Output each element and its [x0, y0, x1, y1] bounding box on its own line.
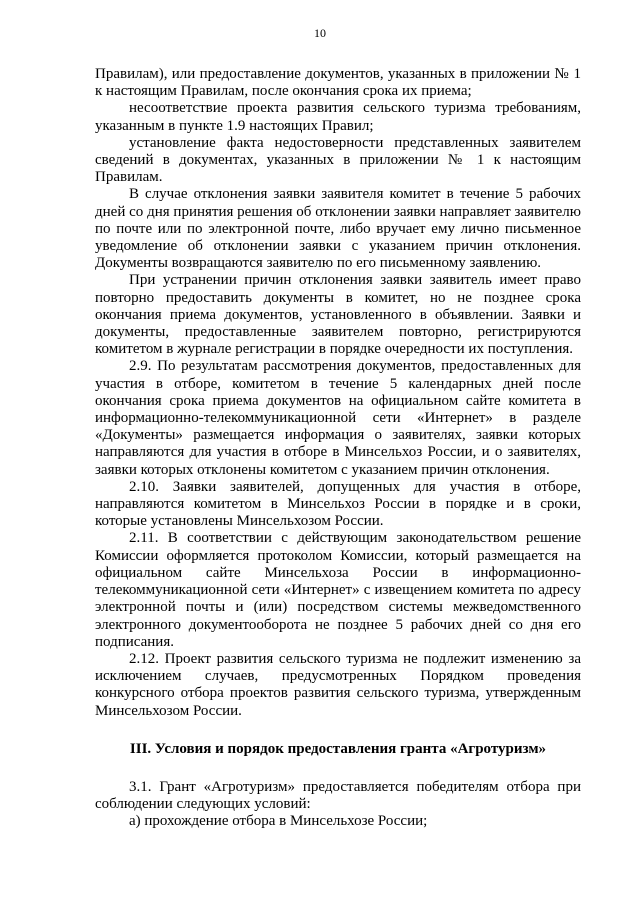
paragraphs-after-heading — [95, 779, 581, 831]
paragraph: 2.10. Заявки заявителей, допущенных для участия в отборе, направляются комитетом в Минсельхоз России в порядке и в сроки, которые установлены Минсельхозом России. — [95, 478, 581, 530]
paragraph: В случае отклонения заявки заявителя комитет в течение 5 рабочих дней со дня принятия решения об отклонении заявки направляет заявителю по почте или по электронной почте, либо вручает ему лично письменное уведомление об отклонении заявки с указанием причин отклонения. Документы возвращаются заявителю по его письменному заявлению. — [95, 186, 581, 272]
paragraph: При устранении причин отклонения заявки заявитель имеет право повторно предоставить документы в комитет, но не позднее срока окончания приема документов, установленного в объявлении. Заявки и документы, предоставленные заявителем повторно, регистрируются комитетом в журнале регистрации в порядке очередности их поступления. — [95, 272, 581, 358]
paragraph: 2.11. В соответствии с действующим законодательством решение Комиссии оформляется протоколом Комиссии, который размещается на официальном сайте Минсельхоза России в информационно-телекоммуникационной сети «Интернет» с извещением комитета по адресу электронной почты и (или) посредством системы межведомственного электронного документооборота не позднее 5 рабочих дней со дня его подписания. — [95, 530, 581, 650]
paragraph: Правилам), или предоставление документов, указанных в приложении № 1 к настоящим Правилам, после окончания срока их приема; — [95, 66, 581, 100]
paragraphs-before-heading — [95, 66, 581, 720]
paragraph: несоответствие проекта развития сельского туризма требованиям, указанным в пункте 1.9 настоящих Правил; — [95, 100, 581, 134]
paragraph: 2.12. Проект развития сельского туризма не подлежит изменению за исключением случаев, предусмотренных Порядком проведения конкурсного отбора проектов развития сельского туризма, утвержденным Минсельхозом России. — [95, 650, 581, 719]
paragraph: 2.9. По результатам рассмотрения документов, предоставленных для участия в отборе, комитетом в течение 5 календарных дней после окончания срока приема документов на официальном сайте комитета в информационно-телекоммуникационной сети «Интернет» в разделе «Документы» размещается информация о заявителях, заявки которых направляются для участия в отборе в Минсельхоз России, и о заявителях, заявки которых отклонены комитетом с указанием причин отклонения. — [95, 358, 581, 478]
page-number: 10 — [314, 26, 326, 40]
paragraph: а) прохождение отбора в Минсельхозе России; — [129, 813, 428, 830]
document-body — [95, 66, 581, 831]
paragraph: установление факта недостоверности представленных заявителем сведений в документах, указанных в приложении № 1 к настоящим Правилам. — [95, 134, 581, 186]
section-heading: III. Условия и порядок предоставления гранта «Агротуризм» — [129, 740, 547, 757]
paragraph: 3.1. Грант «Агротуризм» предоставляется победителям отбора при соблюдении следующих условий: — [95, 778, 581, 813]
